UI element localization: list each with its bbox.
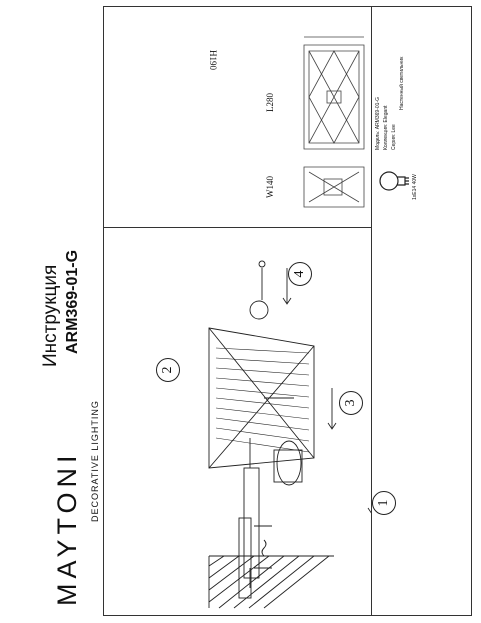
spec-type: Настенный светильник [399, 56, 405, 110]
document-title: Инструкция [40, 264, 61, 367]
spec-model-value: ARM369-01-G [375, 97, 381, 130]
spec-series-value: Lee [391, 124, 397, 133]
vertical-divider [371, 6, 372, 616]
spec-collection [383, 106, 389, 151]
installation-diagram [104, 228, 371, 616]
front-view-drawing [304, 37, 371, 149]
step-4: 4 [288, 262, 312, 286]
spec-series [391, 124, 397, 150]
bulb-icon [375, 163, 415, 198]
side-view-drawing [304, 167, 371, 207]
spec-model [375, 97, 381, 150]
dim-h-label: H190 [208, 50, 218, 70]
spec-collection-label: Коллекция: [383, 123, 389, 150]
lamp-shade [209, 328, 314, 468]
spec-collection-value: Elegant [383, 105, 389, 123]
document-model: ARM369-01-G [64, 249, 81, 354]
wall-hatching [209, 556, 329, 608]
spec-series-label: Серия: [391, 133, 397, 150]
lamp-spec: 1xE14 40W [412, 174, 418, 200]
step-1: 1 [372, 491, 396, 515]
mounting-plate [239, 518, 251, 598]
brand-logo: MAYTONI [52, 450, 82, 606]
dim-w-label: W140 [265, 176, 275, 198]
dimension-drawings [104, 7, 371, 227]
dim-l-label: L280 [265, 93, 275, 112]
spec-model-label: Модель: [375, 130, 381, 150]
decor-nut [250, 301, 268, 319]
step-2: 2 [156, 358, 180, 382]
step-3: 3 [339, 391, 363, 415]
brand-tagline: DECORATIVE LIGHTING [90, 400, 100, 522]
